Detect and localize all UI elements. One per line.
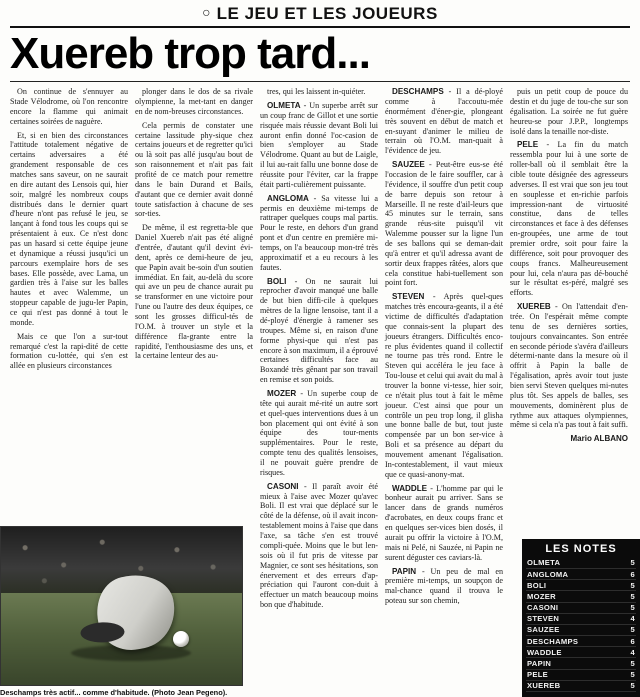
photo-football	[173, 631, 189, 647]
player-name-angloma: ANGLOMA	[267, 193, 309, 203]
paragraph-casoni: CASONI - Il paraît avoir été mieux à l'aise avec Mozer qu'avec Boli. Il est vrai que déplacé sur le côté de la défense, où il avait incon-testablement moins à l'aise que dans l'axe, sa tâche s'en est trouvé compli-quée. Moins que le but len-sois où il fut pris de vitesse par Magnier, ce sont ses hésitations, son énervement et des erreurs d'ap-préciation qui l'auront con-duit à effectuer un match beaucoup moins bon que d'habitude.	[260, 481, 378, 610]
rating-score: 5	[630, 625, 635, 635]
paragraph: tres, qui les laissent in-quiéter.	[267, 87, 366, 97]
list-item	[526, 569, 636, 580]
byline: Mario ALBANO	[570, 434, 628, 444]
paragraph-mozer: MOZER - Un superbe coup de tête qui aurait mé-rité un autre sort et quel-ques interventions dues à un bon placement qui ont évité à son équipe des tour-ments supplémentaires. Pour le reste, compte tenu des qualités lensoises, il ne pouvait guère prendre de risques.	[260, 389, 378, 477]
circle-bullet-icon: ○	[202, 6, 211, 21]
player-ratings-list	[526, 558, 636, 692]
list-item	[526, 681, 636, 692]
list-item	[526, 670, 636, 681]
rating-player-name: ANGLOMA	[527, 569, 569, 579]
paragraph-boli: BOLI - On ne saurait lui reprocher d'avoir manqué une balle de but bien diffi-cile à quelques mètres de la ligne lensoise, tant il a dé-ployé d'énergie à ramener ses troupes. Même si, en raison d'une forme physi-que qui n'est pas encore à son maximum, il a éprouvé certaines difficultés face au Boxandé très gênant par son travail en remise et son poids.	[260, 276, 378, 385]
list-item	[526, 558, 636, 569]
paragraph-deschamps: DESCHAMPS - Il a dé-ployé comme à l'accoutu-mée énormément d'éner-gie, plongeant très souvent en début de match et en-suyant d'animer le milieu de terrain où l'O.M. man-quait à l'évidence de jeu.	[385, 87, 503, 156]
player-ratings-title: LES NOTES	[545, 542, 617, 555]
page-title: Xuereb trop tard...	[10, 29, 370, 78]
rating-player-name: MOZER	[527, 591, 556, 601]
rating-score: 4	[630, 647, 635, 657]
rating-score: 6	[630, 569, 635, 579]
paragraph: Cela permis de constater une certaine lassitude phy-sique chez certains joueurs et de regretter qu'ici ou là soit pas allé jusqu'au bout de son raisonnement et n'ait pas fait profité de ce match pour remettre dans le bain Durand et Bails, d'autant que ce dernier avait donné toute satisfaction à chacune de ses sor-ties.	[135, 120, 253, 219]
rating-player-name: BOLI	[527, 580, 547, 590]
player-name-deschamps: DESCHAMPS	[392, 87, 444, 97]
rating-score: 5	[630, 580, 635, 590]
player-name-casoni: CASONI	[267, 481, 299, 491]
paragraph-steven: STEVEN - Après quel-ques matches très encoura-geants, il a été victime de difficultés d'adaptation que connais-sent la plupart des joueurs étrangers. Difficultés enco-re plus évidentes quand il collectif ne tourne pas très rond. Entre le Steven qui accéléra le jeu face à Tou-louse et celui qui avait du mal à trouver la bonne vi-tesse, hier soir, ce n'était plus tout à fait le même joueur. C'est ainsi que pour un contrôle un peu trop long, il glisha une bonne balle de but, tout juste compensée par un bon ser-vice à Boli et sa présence au départ du mouvement amenant l'égalisation. In-contestablement, il vaut mieux que ce quasi-anony-mat.	[385, 292, 503, 479]
section-kicker-label: LE JEU ET LES JOUEURS	[216, 4, 438, 23]
player-name-steven: STEVEN	[392, 292, 425, 302]
paragraph-xuereb: XUEREB - On l'attendait d'en-trée. On l'espérait même compte tenu de ses dernières sorties, toujours convaincantes. Son entrée en seconde période s'avéra d'ailleurs détermi-nante dans la mesure où il offrit à Papin la balle de l'égalisation, après avoir tout juste bien servi Steven quelques mi-nutes plus tôt. Ses appels de balles, ses mouvements, dominèrent plus de rythme aux attaques olympiennes, même si cela n'a pas tout à fait suffi.	[510, 302, 628, 430]
player-ratings-box	[522, 539, 640, 697]
paragraph-pele: PELE - La fin du match ressembla pour lui à une sorte de roller-ball où il semblait être la cible toute désignée des agresseurs adverses. Il est vrai que son jeu tout en souplesse et en-richie parfois impression-nant de virtuosité constitue, dans de telles circonstances et face à des défenses en-groupées, une arme de tout premier ordre, soit pour faire la différence, soit pour provoquer des coups francs. Malheureusement pour lui, cela n'aura pas dé-bouché sur le résultat es-péré, malgré ses efforts.	[510, 140, 628, 298]
player-name-sauzee: SAUZEE	[392, 160, 425, 170]
match-photo	[0, 526, 243, 686]
rating-player-name: SAUZEE	[527, 625, 560, 635]
rating-score: 4	[630, 614, 635, 624]
paragraph-papin: PAPIN - Un peu de mal en première mi-temps, un soupçon de mal-chance quand il trouva le poteau sur son chemin,	[385, 566, 503, 606]
list-item	[526, 647, 636, 658]
paragraph-angloma: ANGLOMA - Sa vitesse lui a permis en deuxième mi-temps de rattraper quelques coups mal partis. Pour le reste, en dehors d'un grand pont et d'un centre en première mi-temps, on l'a beaucoup mon-tré très approximatif et a eu recours à les fautes.	[260, 193, 378, 272]
list-item	[526, 625, 636, 636]
player-name-papin: PAPIN	[392, 566, 417, 576]
rating-score: 5	[630, 603, 635, 613]
player-name-olmeta: OLMETA	[267, 100, 301, 110]
player-name-pele: PELE	[517, 140, 539, 150]
rating-player-name: CASONI	[527, 603, 559, 613]
list-item	[526, 580, 636, 591]
paragraph: Mais ce que l'on a sur-tout remarqué c'est la rapi-dité de cette formation cu-lottée, qui s'en est allée en plusieurs circonstances	[10, 331, 128, 371]
rating-player-name: WADDLE	[527, 647, 562, 657]
article-photo-block	[0, 526, 243, 697]
paragraph-waddle: WADDLE - L'homme par qui le bonheur aurait pu arriver. Sans se lancer dans de grands numéros d'acrobates, en deux coups franc et en quelques ser-vices bien dosés, il aurait pu offrir la victoire à l'O.M, mais ni Pelé, ni Sauzée, ni Papin ne surent déguster ces caviars-là.	[385, 483, 503, 562]
article-column-3	[260, 87, 378, 687]
paragraph: De même, il est regretta-ble que Daniel Xuereb n'ait pas été aligné d'entrée, d'autant qu'il devint évi-dent, après ce demi-heure de jeu, que Papin avait be-soin d'un soutien immédiat. En fait, au-delà du score qui ave un peu de chance aurait pu se transformer en une victoire pour l'une ou l'autre des deux équipes, ce sont les grosses difficul-tés de l'O.M. à trouver un style et la différence fla-grante entre la rapidité, l'enthousiasme des uns, et la certaine lenteur des au-	[135, 223, 253, 361]
player-name-waddle: WADDLE	[392, 483, 428, 493]
rating-player-name: STEVEN	[527, 614, 560, 624]
paragraph: puis un petit coup de pouce du destin et du juge de tou-che sur son égalisation. La soirée ne fut guère heureu-se pour J.P.P., longtemps isolé dans la tenaille nor-diste.	[510, 87, 628, 136]
rating-score: 6	[630, 636, 635, 646]
photo-caption: Deschamps très actif... comme d'habitude. (Photo Jean Pegeno).	[0, 687, 228, 697]
rating-player-name: OLMETA	[527, 558, 561, 568]
rating-player-name: XUEREB	[527, 681, 561, 691]
list-item	[526, 636, 636, 647]
list-item	[526, 591, 636, 602]
paragraph: plonger dans le dos de sa rivale olympienne, la met-tant en danger en de nom-breuses circonstances.	[135, 87, 253, 116]
rating-score: 5	[630, 670, 635, 680]
rating-score: 5	[630, 681, 635, 691]
rating-score: 5	[630, 558, 635, 568]
player-name-mozer: MOZER	[267, 389, 297, 399]
list-item	[526, 603, 636, 614]
rating-player-name: DESCHAMPS	[527, 636, 579, 646]
rating-score: 5	[630, 659, 635, 669]
paragraph-sauzee: SAUZEE - Peut-être eus-se été l'occasion de le faire souffler, car à l'évidence, il souffre d'un petit coup de barre depuis son retour à Marseille. Il ne reste d'ail-leurs que 45 minutes sur le terrain, sans grande réus-site puisqu'il vit Walemme pousser sur la ligne l'un de ses ballons qui se deman-dait qu'à entrer et qu'il adressa avant de sortir deux frappes râtées, alors que cela constitue habi-tuellement son point fort.	[385, 160, 503, 288]
paragraph: On continue de s'ennuyer au Stade Vélodrome, où l'on rencontre encore la flamme qui animait certaines soirées de naguère.	[10, 87, 128, 126]
list-item	[526, 658, 636, 669]
paragraph-olmeta: OLMETA - Un superbe arrêt sur un coup franc de Gillot et une sortie risquée mais réussie devant Boli lui auront enfin donné l'oc-casion de bien s'employer au Stade Vélodrome. Quant au but de Laigle, il lui au-rait fallu une bonne dose de réussite pour l'éviter, car la frappe était parti-culièrement puissante.	[260, 100, 378, 189]
rating-score: 5	[630, 591, 635, 601]
headline-divider	[10, 81, 630, 82]
player-name-boli: BOLI	[267, 276, 287, 286]
rating-player-name: PAPIN	[527, 659, 552, 669]
section-kicker	[10, 4, 630, 28]
rating-player-name: PELE	[527, 670, 549, 680]
article-column-4	[385, 87, 503, 687]
list-item	[526, 614, 636, 625]
paragraph: Et, si en bien des circonstances l'attitude totalement négative de certains adversaires a été grandement responsable de ces matches sans saveur, on ne saurait en dire autant des Lensois qui, hier soir, malgré les nombreux coups distribués dans le dernier quart d'heure n'ont pas refusé le jeu, se lançant à fond tous les coups qui se présentaient à eux. Ce n'est donc pas un hasard si cette équipe jeune et dynamique a réussi jusqu'ici un parcours exemplaire hors de ses bases. Elle possède, avec Lama, un gardien très à l'aise sur les balles hautes et avec Walemme, un stoppeur capable de jugu-ler Papin, ce qui n'est pas donné à tout le monde.	[10, 130, 128, 327]
player-name-xuereb: XUEREB	[517, 302, 551, 312]
